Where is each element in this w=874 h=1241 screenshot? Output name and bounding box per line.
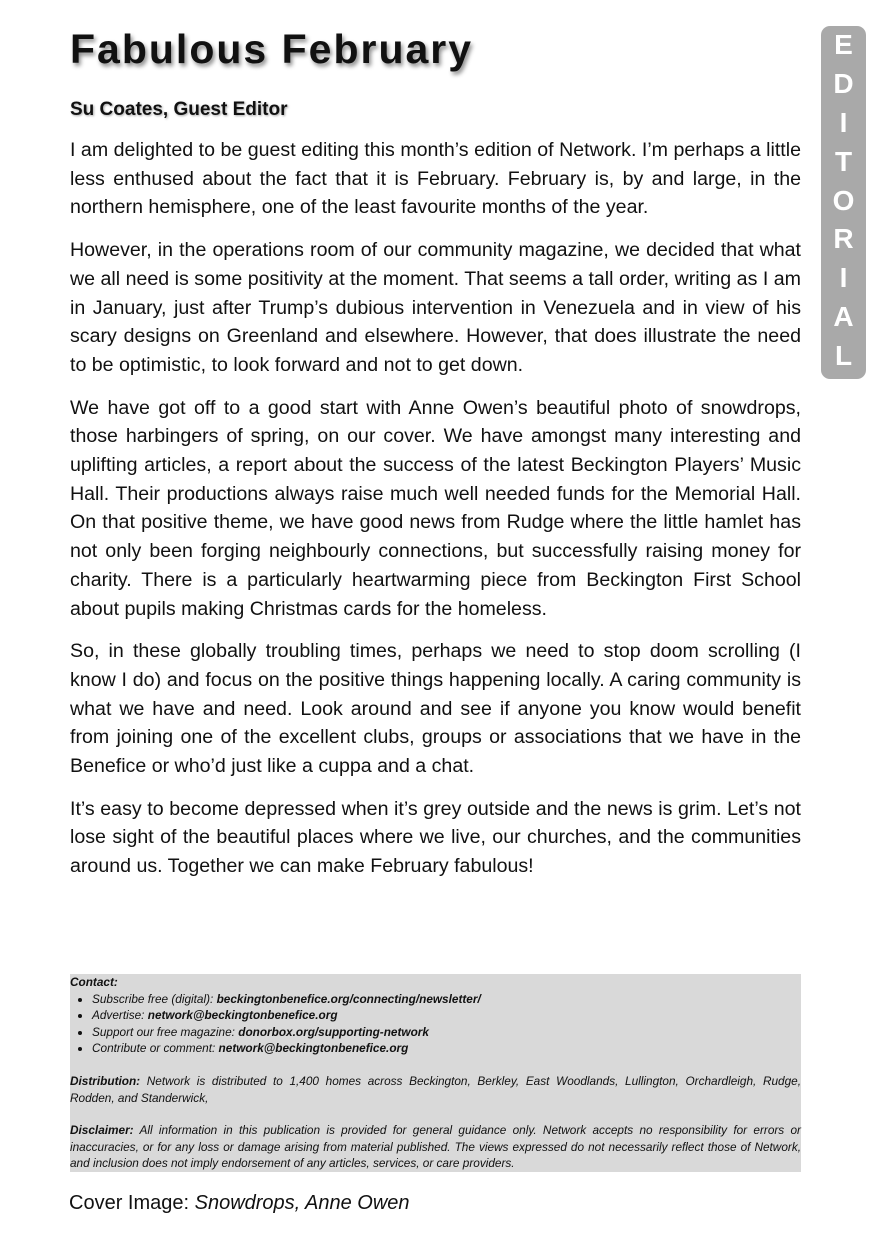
contact-label: Advertise:	[92, 1008, 148, 1023]
contact-item-subscribe	[92, 991, 801, 1008]
tab-letter: E	[834, 29, 853, 60]
subscribe-link[interactable]: beckingtonbenefice.org/connecting/newsletter/	[216, 991, 481, 1006]
distribution-note	[70, 1073, 801, 1106]
editorial-section-tab	[821, 26, 866, 379]
contact-label: Contribute or comment:	[92, 1041, 219, 1056]
contact-heading: Contact:	[70, 975, 118, 989]
tab-letter: O	[832, 184, 855, 216]
cover-credit-value: Snowdrops, Anne Owen	[194, 1192, 410, 1214]
distribution-label: Distribution:	[70, 1073, 141, 1088]
tab-letter: T	[834, 145, 853, 177]
tab-letter: I	[839, 262, 848, 294]
contribute-email-link[interactable]: network@beckingtonbenefice.org	[218, 1041, 409, 1056]
article-body	[70, 136, 801, 895]
article-paragraph-4: So, in these globally troubling times, perhaps we need to stop doom scrolling (I know I do) and focus on the positive things happening locally. A caring community is what we have and need. Look around and see if anyone you know would benefit from joining one of the excellent clubs, groups or associations that we have in the Benefice or who’d just like a cuppa and a chat.	[70, 640, 801, 778]
article-title: Fabulous February	[70, 26, 474, 72]
contact-label: Support our free magazine:	[92, 1024, 239, 1039]
contact-item-contribute	[92, 1040, 801, 1057]
disclaimer-label: Disclaimer:	[70, 1123, 134, 1138]
cover-credit-label: Cover Image:	[69, 1192, 195, 1214]
tab-letter: D	[833, 67, 854, 99]
distribution-text: Network is distributed to 1,400 homes across Beckington, Berkley, East Woodlands, Lullington, Orchardleigh, Rudge, Rodden, and Standerwick,	[70, 1073, 801, 1105]
contact-item-support	[92, 1024, 801, 1041]
donate-link[interactable]: donorbox.org/supporting-network	[238, 1024, 429, 1039]
advertise-email-link[interactable]: network@beckingtonbenefice.org	[147, 1008, 338, 1023]
disclaimer-text: All information in this publication is provided for general guidance only. Network accepts no responsibility for errors or inaccuracies, or for any loss or damage arising from material published. The views expressed do not necessarily reflect those of Network, and inclusion does not imply endorsement of any articles, services, or care providers.	[70, 1123, 801, 1171]
article-paragraph-5: It’s easy to become depressed when it’s grey outside and the news is grim. Let’s not lose sight of the beautiful places where we live, our churches, and the communities around us. Together we can make February fabulous!	[70, 797, 801, 878]
tab-letter: A	[833, 301, 854, 333]
tab-letter: L	[834, 340, 853, 371]
article-paragraph-2: However, in the operations room of our community magazine, we decided that what we all need is some positivity at the moment. That seems a tall order, writing as I am in January, just after Trump’s dubious intervention in Venezuela and in view of his scary designs on Greenland and elsewhere. However, that does illustrate the need to be optimistic, to look forward and not to get down.	[70, 239, 801, 376]
article-byline: Su Coates, Guest Editor	[70, 99, 288, 120]
tab-letter: I	[839, 106, 848, 138]
contact-item-advertise	[92, 1007, 801, 1024]
tab-letter: R	[833, 223, 854, 255]
disclaimer-note	[70, 1122, 801, 1172]
article-paragraph-3: We have got off to a good start with Anne Owen’s beautiful photo of snowdrops, those harbingers of spring, on our cover. We have amongst many interesting and uplifting articles, a report about the success of the latest Beckington Players’ Music Hall. Their productions always raise much well needed funds for the Memorial Hall. On that positive theme, we have good news from Rudge where the little hamlet has not only been forging neighbourly connections, but successfully raising money for charity. There is a particularly heartwarming piece from Beckington First School about pupils making Christmas cards for the homeless.	[70, 396, 801, 620]
contact-label: Subscribe free (digital):	[92, 991, 217, 1006]
contact-info-box	[70, 974, 801, 1172]
cover-image-credit	[69, 1192, 410, 1215]
article-paragraph-1: I am delighted to be guest editing this month’s edition of Network. I’m perhaps a little less enthused about the fact that it is February. February is, by and large, in the northern hemisphere, one of the least favourite months of the year.	[70, 139, 801, 219]
contact-list	[70, 991, 801, 1057]
